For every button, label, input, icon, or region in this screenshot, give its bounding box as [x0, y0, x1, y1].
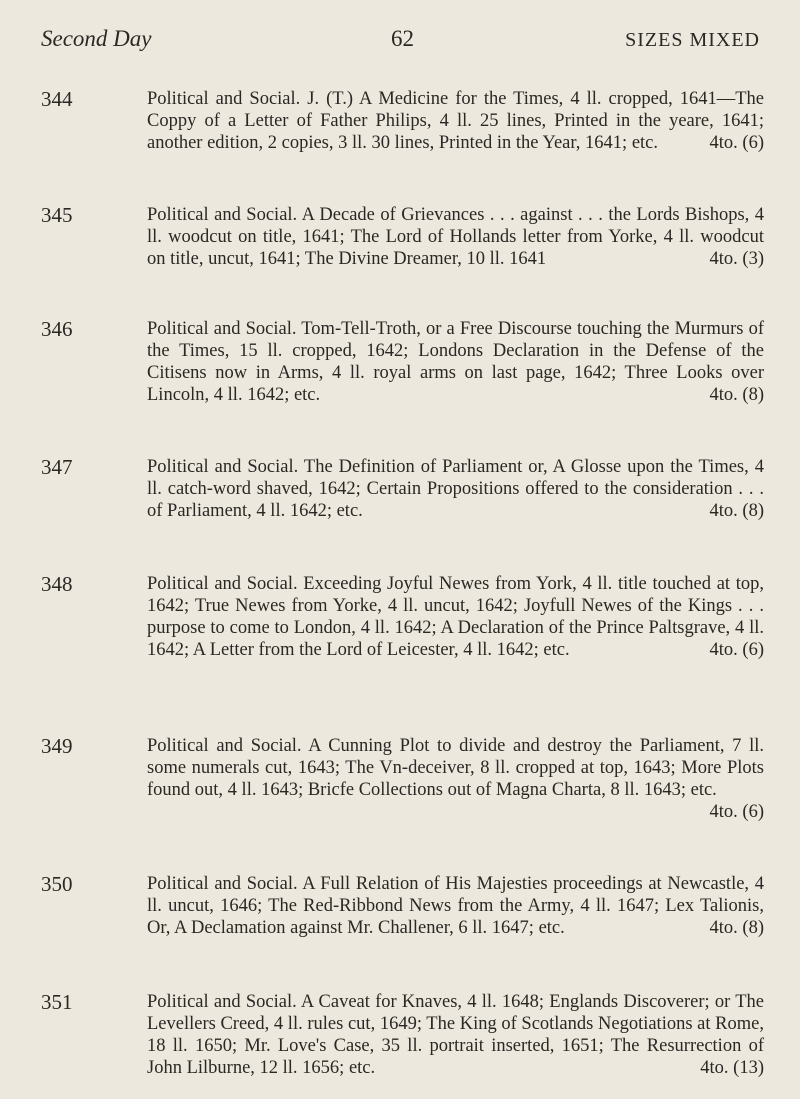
- lot-number: 346: [41, 317, 73, 341]
- lot-description: [147, 873, 764, 939]
- lot-format: 4to. (8): [709, 501, 764, 521]
- lot-number: 347: [41, 455, 73, 479]
- lot-count: (6): [742, 133, 764, 153]
- lot-count: (6): [742, 802, 764, 822]
- lot-count: (3): [742, 249, 764, 269]
- lot-entry: [41, 991, 764, 1079]
- lot-format: 4to. (6): [709, 133, 764, 153]
- lot-text: Political and Social. Exceeding Joyful Newes from York, 4 ll. title touched at top, 1642; True Newes from Yorke, 4 ll. uncut, 1642; Joyfull Newes of the Kings . . . purpose to come to London, 4 ll. 1642; A Declaration of the Prince Paltsgrave, 4 ll. 1642; A Letter from the Lord of Leicester, 4 ll. 1642; etc.: [147, 574, 764, 660]
- lot-text: Political and Social. J. (T.) A Medicine for the Times, 4 ll. cropped, 1641—The Coppy of a Letter of Father Philips, 4 ll. 25 lines, Printed in the yeare, 1641; another edition, 2 copies, 3 ll. 30 lines, Printed in the Year, 1641; etc.: [147, 89, 764, 153]
- lot-number: 351: [41, 990, 73, 1014]
- running-head-left: Second Day: [41, 26, 152, 51]
- lot-format: 4to. (6): [709, 802, 764, 822]
- lot-description: [147, 88, 764, 154]
- lot-description: [147, 991, 764, 1079]
- page-header: [41, 26, 760, 56]
- lot-entry: [41, 573, 764, 661]
- lot-entry: [41, 456, 764, 522]
- lot-format: 4to. (8): [709, 918, 764, 938]
- lot-entry: [41, 204, 764, 270]
- lot-count: (13): [733, 1058, 764, 1078]
- lot-format: 4to. (8): [709, 385, 764, 405]
- lot-number: 348: [41, 572, 73, 596]
- lot-entry: [41, 88, 764, 154]
- lot-entry: [41, 735, 764, 823]
- lot-description: [147, 573, 764, 661]
- lot-description: [147, 735, 764, 822]
- lot-number: 344: [41, 87, 73, 111]
- lot-entry: [41, 873, 764, 939]
- lot-format: 4to. (13): [700, 1058, 764, 1078]
- lot-number: 350: [41, 872, 73, 896]
- lot-count: (8): [742, 918, 764, 938]
- lot-count: (6): [742, 640, 764, 660]
- lot-description: [147, 456, 764, 522]
- lot-text: Political and Social. The Definition of Parliament or, A Glosse upon the Times, 4 ll. catch-word shaved, 1642; Certain Propositions offered to the consideration . . . of Parliament, 4 ll. 1642; etc.: [147, 457, 764, 521]
- lot-number: 349: [41, 734, 73, 758]
- lot-count: (8): [742, 501, 764, 521]
- lot-text: Political and Social. A Cunning Plot to divide and destroy the Parliament, 7 ll. some numerals cut, 1643; The Vn-deceiver, 8 ll. cropped at top, 1643; More Plots found out, 4 ll. 1643; Bricfe Collections out of Magna Charta, 8 ll. 1643; etc.: [147, 736, 764, 800]
- running-head-right: SIZES MIXED: [625, 29, 760, 51]
- lot-text: Political and Social. A Decade of Grievances . . . against . . . the Lords Bishops, 4 ll. woodcut on title, 1641; The Lord of Hollands letter from Yorke, 4 ll. woodcut on title, uncut, 1641; The Divine Dreamer, 10 ll. 1641: [147, 205, 764, 269]
- lot-text: Political and Social. Tom-Tell-Troth, or a Free Discourse touching the Murmurs of the Times, 15 ll. cropped, 1642; Londons Declaration in the Defense of the Citisens now in Arms, 4 ll. royal arms on last page, 1642; Three Looks over Lincoln, 4 ll. 1642; etc.: [147, 319, 764, 405]
- lot-text: Political and Social. A Caveat for Knaves, 4 ll. 1648; Englands Discoverer; or The Levellers Creed, 4 ll. rules cut, 1649; The King of Scotlands Negotiations at Rome, 18 ll. 1650; Mr. Love's Case, 35 ll. portrait inserted, 1651; The Resurrection of John Lilburne, 12 ll. 1656; etc.: [147, 992, 764, 1078]
- lot-text: Political and Social. A Full Relation of His Majesties proceedings at Newcastle, 4 ll. uncut, 1646; The Red-Ribbond News from the Army, 4 ll. 1647; Lex Talionis, Or, A Declamation against Mr. Challener, 6 ll. 1647; etc.: [147, 874, 764, 938]
- page-number: 62: [391, 26, 414, 51]
- lot-description: [147, 318, 764, 406]
- lot-format: 4to. (3): [709, 249, 764, 269]
- lot-description: [147, 204, 764, 270]
- lot-entry: [41, 318, 764, 406]
- lot-count: (8): [742, 385, 764, 405]
- lot-number: 345: [41, 203, 73, 227]
- lot-format: 4to. (6): [709, 640, 764, 660]
